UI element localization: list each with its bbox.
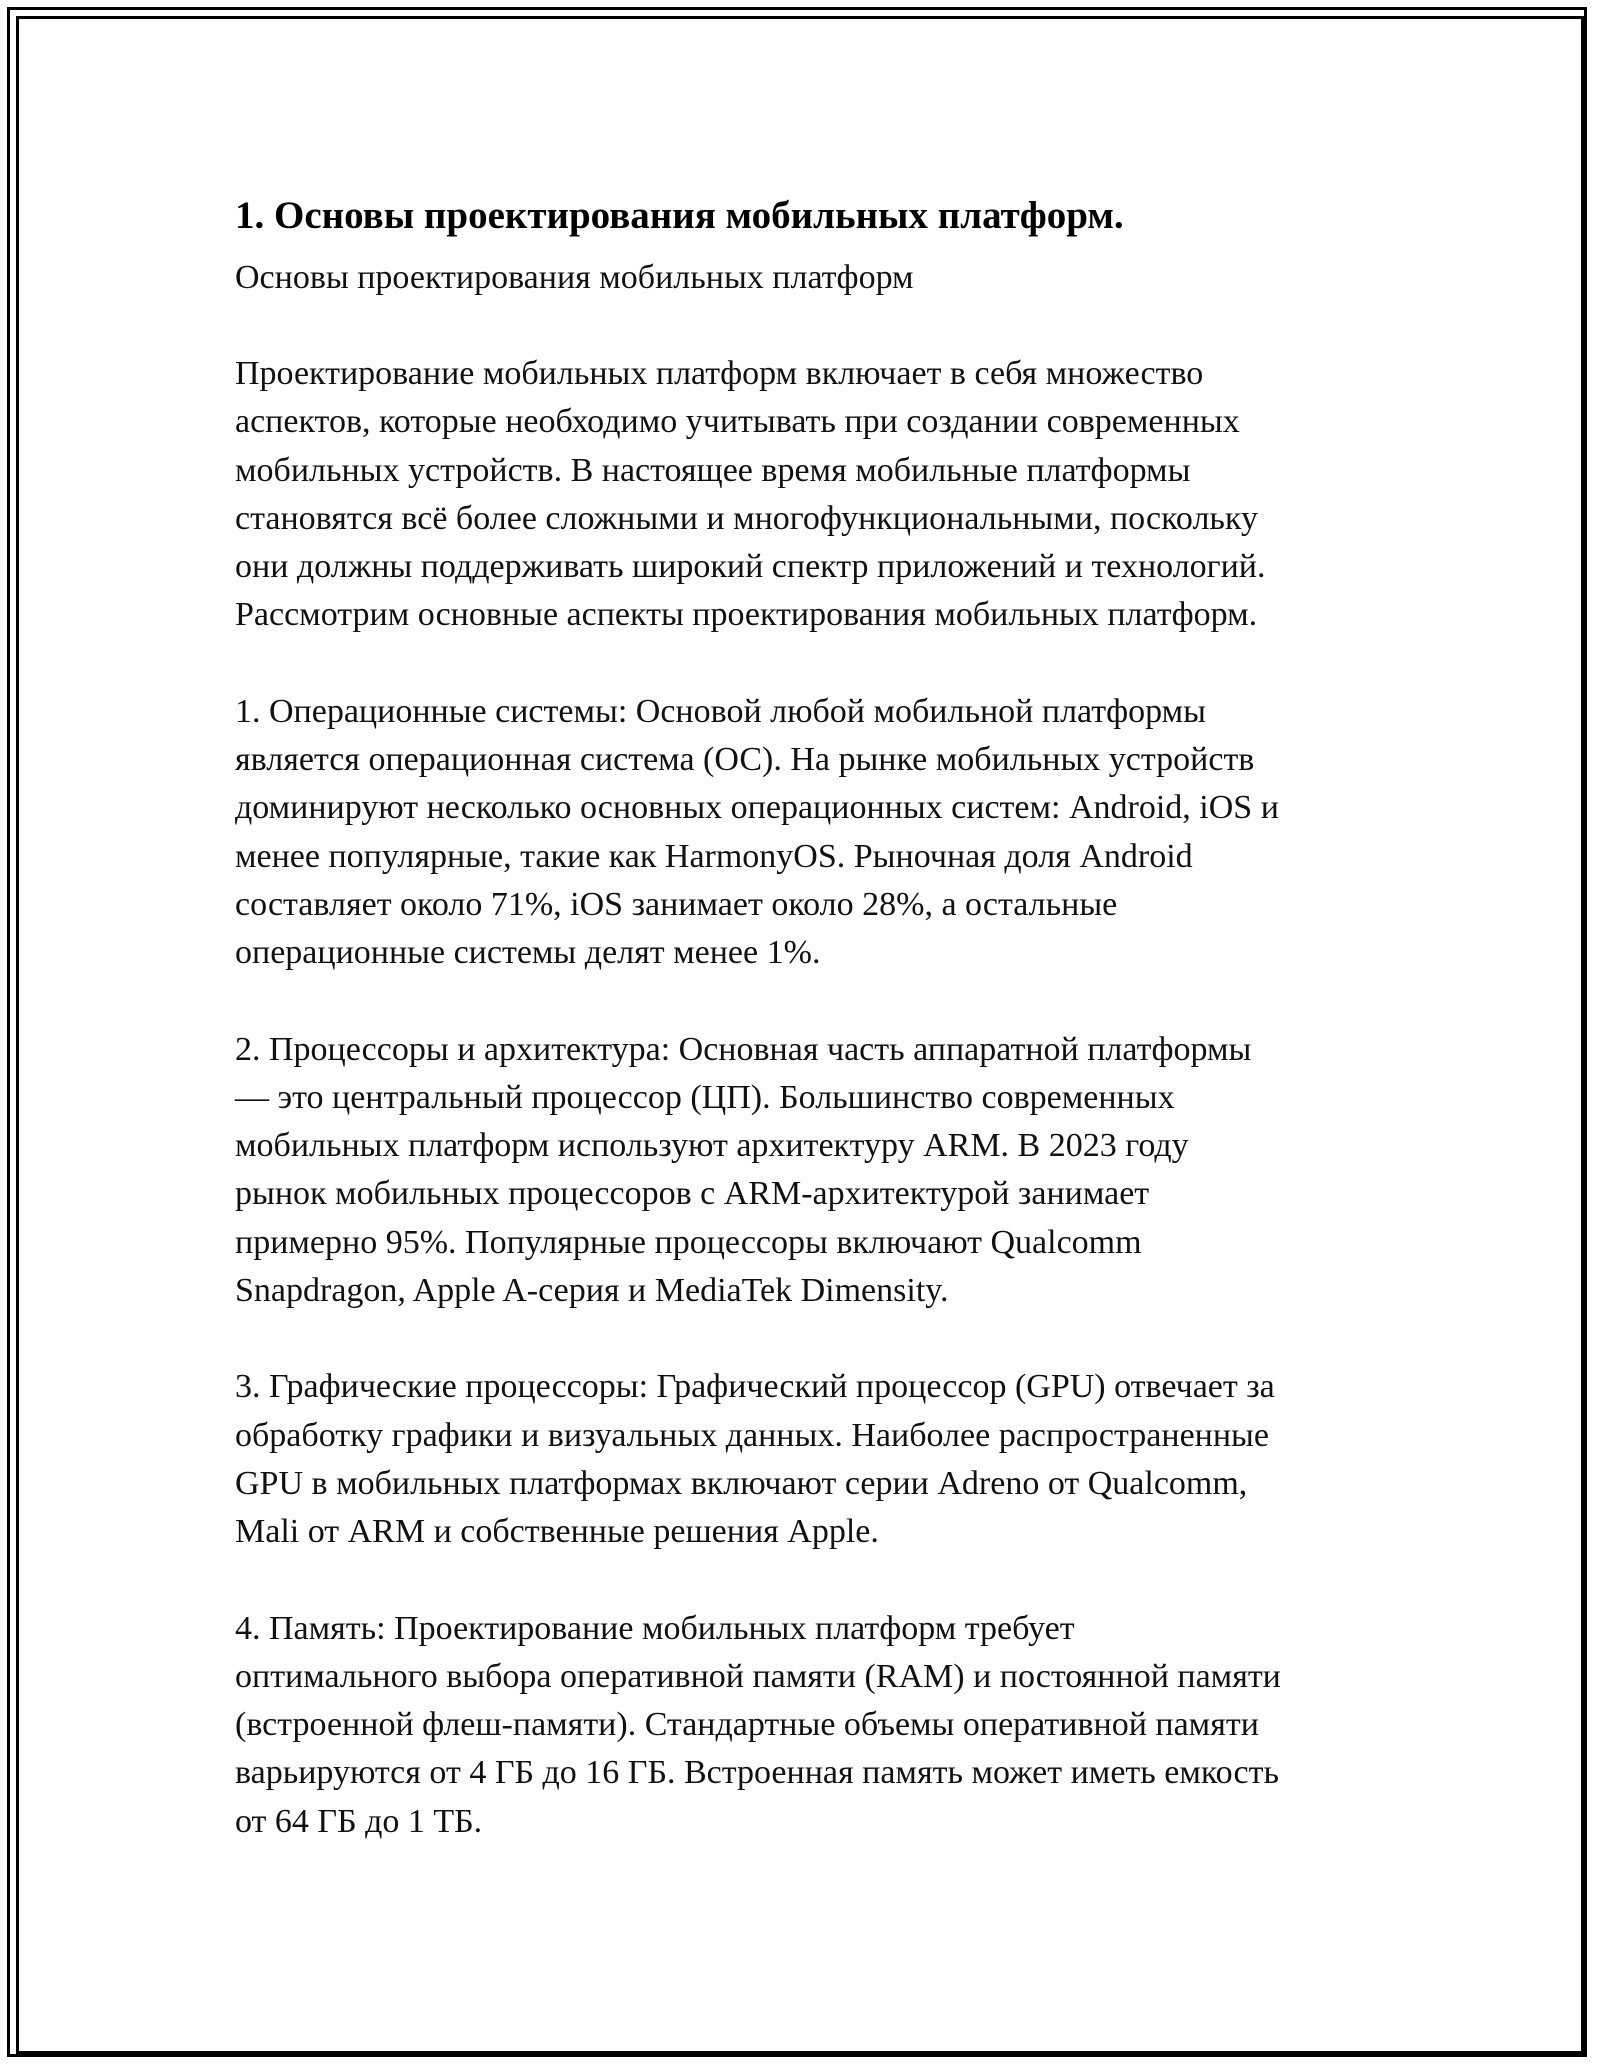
text-line: аспектов, которые необходимо учитывать при создании современных xyxy=(235,403,1240,441)
text-line: доминируют несколько основных операционных систем: Android, iOS и xyxy=(235,789,1279,827)
text-line: является операционная система (ОС). На рынке мобильных устройств xyxy=(235,741,1255,779)
text-line: обработку графики и визуальных данных. Наиболее распространенные xyxy=(235,1416,1269,1454)
text-line: они должны поддерживать широкий спектр приложений и технологий. xyxy=(235,548,1266,586)
text-line: рынок мобильных процессоров с ARM-архитектурой занимает xyxy=(235,1175,1150,1213)
document-subtitle: Основы проектирования мобильных платформ xyxy=(235,259,914,296)
text-line: — это центральный процессор (ЦП). Большинство современных xyxy=(235,1078,1175,1116)
text-line: от 64 ГБ до 1 ТБ. xyxy=(235,1802,483,1840)
text-line: мобильных устройств. В настоящее время мобильные платформы xyxy=(235,451,1191,489)
text-line: Mali от ARM и собственные решения Apple. xyxy=(235,1513,879,1551)
paragraph-intro xyxy=(235,350,1385,640)
text-line: 4. Память: Проектирование мобильных платформ требует xyxy=(235,1609,1075,1647)
text-line: оптимального выбора оперативной памяти (RAM) и постоянной памяти xyxy=(235,1657,1281,1695)
text-line: Проектирование мобильных платформ включает в себя множество xyxy=(235,355,1204,392)
text-line: GPU в мобильных платформах включают серии Adreno от Qualcomm, xyxy=(235,1464,1248,1502)
paragraph-gpu xyxy=(235,1363,1385,1556)
text-line: 3. Графические процессоры: Графический процессор (GPU) отвечает за xyxy=(235,1368,1275,1406)
text-line: 1. Операционные системы: Основой любой мобильной платформы xyxy=(235,692,1206,730)
paragraph-operating-systems xyxy=(235,688,1385,978)
paragraph-processors xyxy=(235,1026,1385,1316)
text-line: становятся всё более сложными и многофункциональными, поскольку xyxy=(235,499,1258,537)
text-line: составляет около 71%, iOS занимает около 28%, а остальные xyxy=(235,885,1118,923)
document-body xyxy=(235,188,1385,1846)
text-line: 2. Процессоры и архитектура: Основная часть аппаратной платформы xyxy=(235,1030,1252,1068)
text-line: варьируются от 4 ГБ до 16 ГБ. Встроенная память может иметь емкость xyxy=(235,1754,1279,1792)
text-line: мобильных платформ используют архитектуру ARM. В 2023 году xyxy=(235,1127,1189,1165)
text-line: операционные системы делят менее 1%. xyxy=(235,934,821,972)
document-heading: 1. Основы проектирования мобильных платформ. xyxy=(235,194,1124,237)
text-line: примерно 95%. Популярные процессоры включают Qualcomm xyxy=(235,1223,1142,1261)
text-line: Рассмотрим основные аспекты проектирования мобильных платформ. xyxy=(235,596,1258,634)
paragraph-memory xyxy=(235,1605,1385,1846)
text-line: (встроенной флеш-памяти). Стандартные объемы оперативной памяти xyxy=(235,1706,1259,1744)
text-line: Snapdragon, Apple A-серия и MediaTek Dimensity. xyxy=(235,1272,949,1310)
text-line: менее популярные, такие как HarmonyOS. Рыночная доля Android xyxy=(235,837,1193,875)
